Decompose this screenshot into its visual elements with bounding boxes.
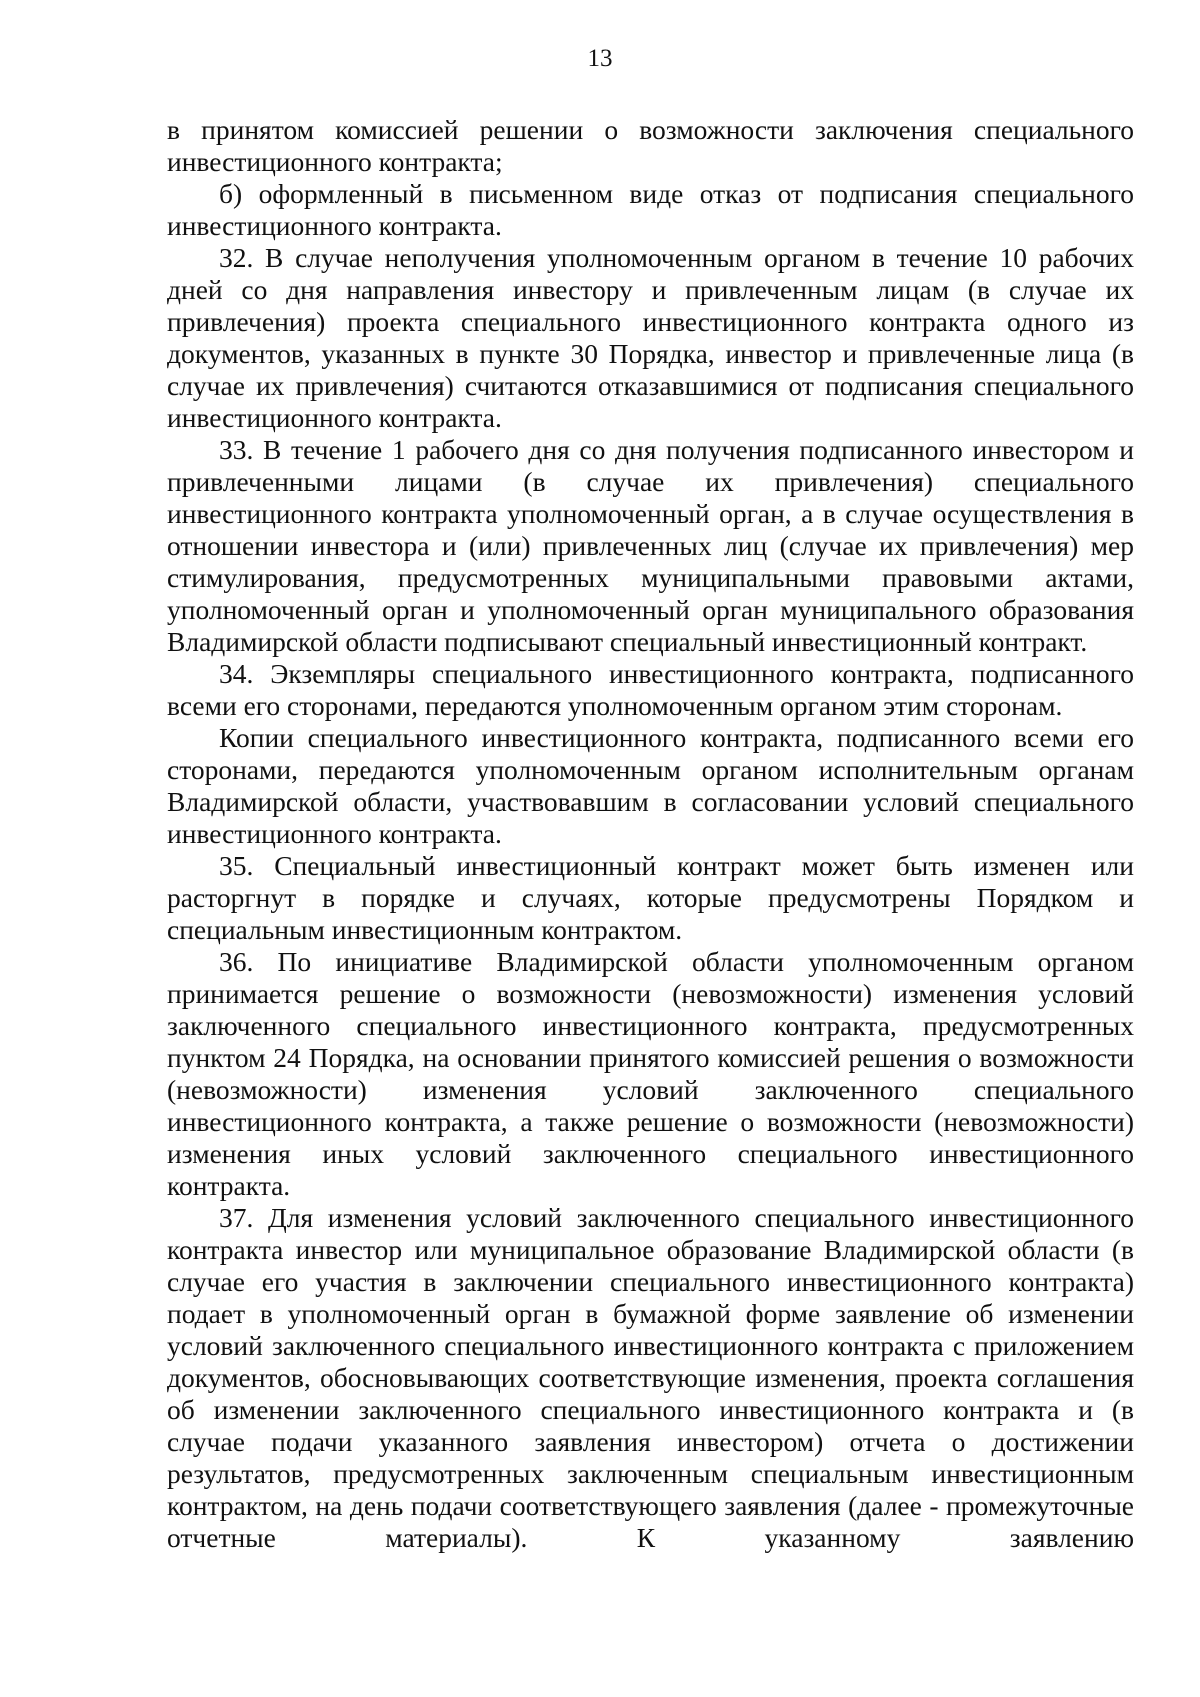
paragraph-34: 34. Экземпляры специального инвестиционного контракта, подписанного всеми его сторонами, передаются уполномоченным органом этим сторонам. [167, 658, 1134, 721]
paragraph-33: 33. В течение 1 рабочего дня со дня получения подписанного инвестором и привлеченными лицами (в случае их привлечения) специального инвестиционного контракта уполномоченный орган, а в случае осуществления в отношении инвестора и (или) привлеченных лиц (случае их привлечения) мер стимулирования, предусмотренных муниципальными правовыми актами, уполномоченный орган и уполномоченный орган муниципального образования Владимирской области подписывают специальный инвестиционный контракт. [167, 434, 1134, 657]
page-number: 13 [587, 45, 613, 72]
paragraph-32: 32. В случае неполучения уполномоченным органом в течение 10 рабочих дней со дня направления инвестору и привлеченным лицам (в случае их привлечения) проекта специального инвестиционного контракта одного из документов, указанных в пункте 30 Порядка, инвестор и привлеченные лица (в случае их привлечения) считаются отказавшимися от подписания специального инвестиционного контракта. [167, 242, 1134, 433]
paragraph-35: 35. Специальный инвестиционный контракт может быть изменен или расторгнут в порядке и случаях, которые предусмотрены Порядком и специальным инвестиционным контрактом. [167, 850, 1134, 945]
paragraph-continuation: в принятом комиссией решении о возможности заключения специального инвестиционного контракта; [167, 114, 1134, 177]
paragraph-36: 36. По инициативе Владимирской области уполномоченным органом принимается решение о возможности (невозможности) изменения условий заключенного специального инвестиционного контракта, предусмотренных пунктом 24 Порядка, на основании принятого комиссией решения о возможности (невозможности) изменения условий заключенного специального инвестиционного контракта, а также решение о возможности (невозможности) изменения иных условий заключенного специального инвестиционного контракта. [167, 946, 1134, 1201]
paragraph-subitem-b: б) оформленный в письменном виде отказ от подписания специального инвестиционного контракта. [167, 178, 1134, 241]
document-body [167, 114, 1134, 1554]
paragraph-34-copies: Копии специального инвестиционного контракта, подписанного всеми его сторонами, передаются уполномоченным органом исполнительным органам Владимирской области, участвовавшим в согласовании условий специального инвестиционного контракта. [167, 722, 1134, 849]
paragraph-37: 37. Для изменения условий заключенного специального инвестиционного контракта инвестор или муниципальное образование Владимирской области (в случае его участия в заключении специального инвестиционного контракта) подает в уполномоченный орган в бумажной форме заявление об изменении условий заключенного специального инвестиционного контракта с приложением документов, обосновывающих соответствующие изменения, проекта соглашения об изменении заключенного специального инвестиционного контракта и (в случае подачи указанного заявления инвестором) отчета о достижении результатов, предусмотренных заключенным специальным инвестиционным контрактом, на день подачи соответствующего заявления (далее - промежуточные отчетные материалы). К указанному заявлению [167, 1202, 1134, 1553]
